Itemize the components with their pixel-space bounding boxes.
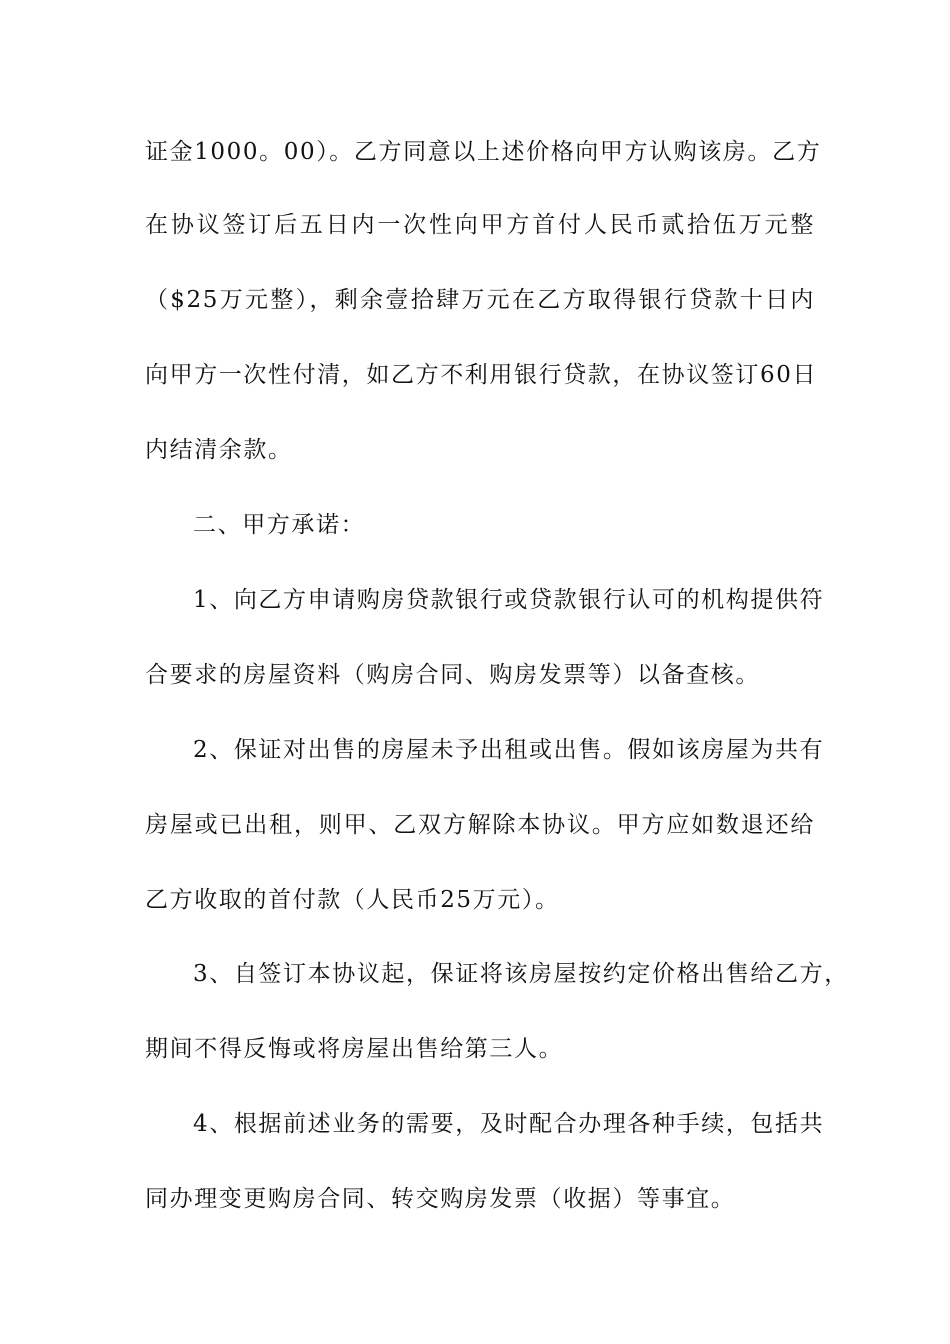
paragraph-line: 在协议签订后五日内一次性向甲方首付人民币贰拾伍万元整 — [145, 212, 815, 238]
section-heading: 二、甲方承诺： — [193, 512, 366, 538]
paragraph-line: （$25万元整），剩余壹拾肆万元在乙方取得银行贷款十日内 — [145, 287, 815, 313]
paragraph-line: 2、保证对出售的房屋未予出租或出售。假如该房屋为共有 — [193, 737, 825, 763]
paragraph-line: 证金1000。00）。乙方同意以上述价格向甲方认购该房。乙方 — [145, 139, 822, 165]
paragraph-line: 内结清余款。 — [145, 437, 293, 463]
paragraph-line: 合要求的房屋资料（购房合同、购房发票等）以备查核。 — [145, 662, 760, 688]
paragraph-line: 4、根据前述业务的需要，及时配合办理各种手续，包括共 — [193, 1111, 825, 1137]
paragraph-line: 1、向乙方申请购房贷款银行或贷款银行认可的机构提供符 — [193, 587, 825, 613]
paragraph-line: 乙方收取的首付款（人民币25万元）。 — [145, 887, 560, 913]
paragraph-line: 期间不得反悔或将房屋出售给第三人。 — [145, 1036, 564, 1062]
paragraph-line: 同办理变更购房合同、转交购房发票（收据）等事宜。 — [145, 1186, 736, 1212]
paragraph-line: 向甲方一次性付清，如乙方不利用银行贷款，在协议签订60日 — [145, 362, 818, 388]
paragraph-line: 房屋或已出租，则甲、乙双方解除本协议。甲方应如数退还给 — [145, 812, 815, 838]
paragraph-line: 3、自签订本协议起，保证将该房屋按约定价格出售给乙方， — [193, 961, 849, 987]
